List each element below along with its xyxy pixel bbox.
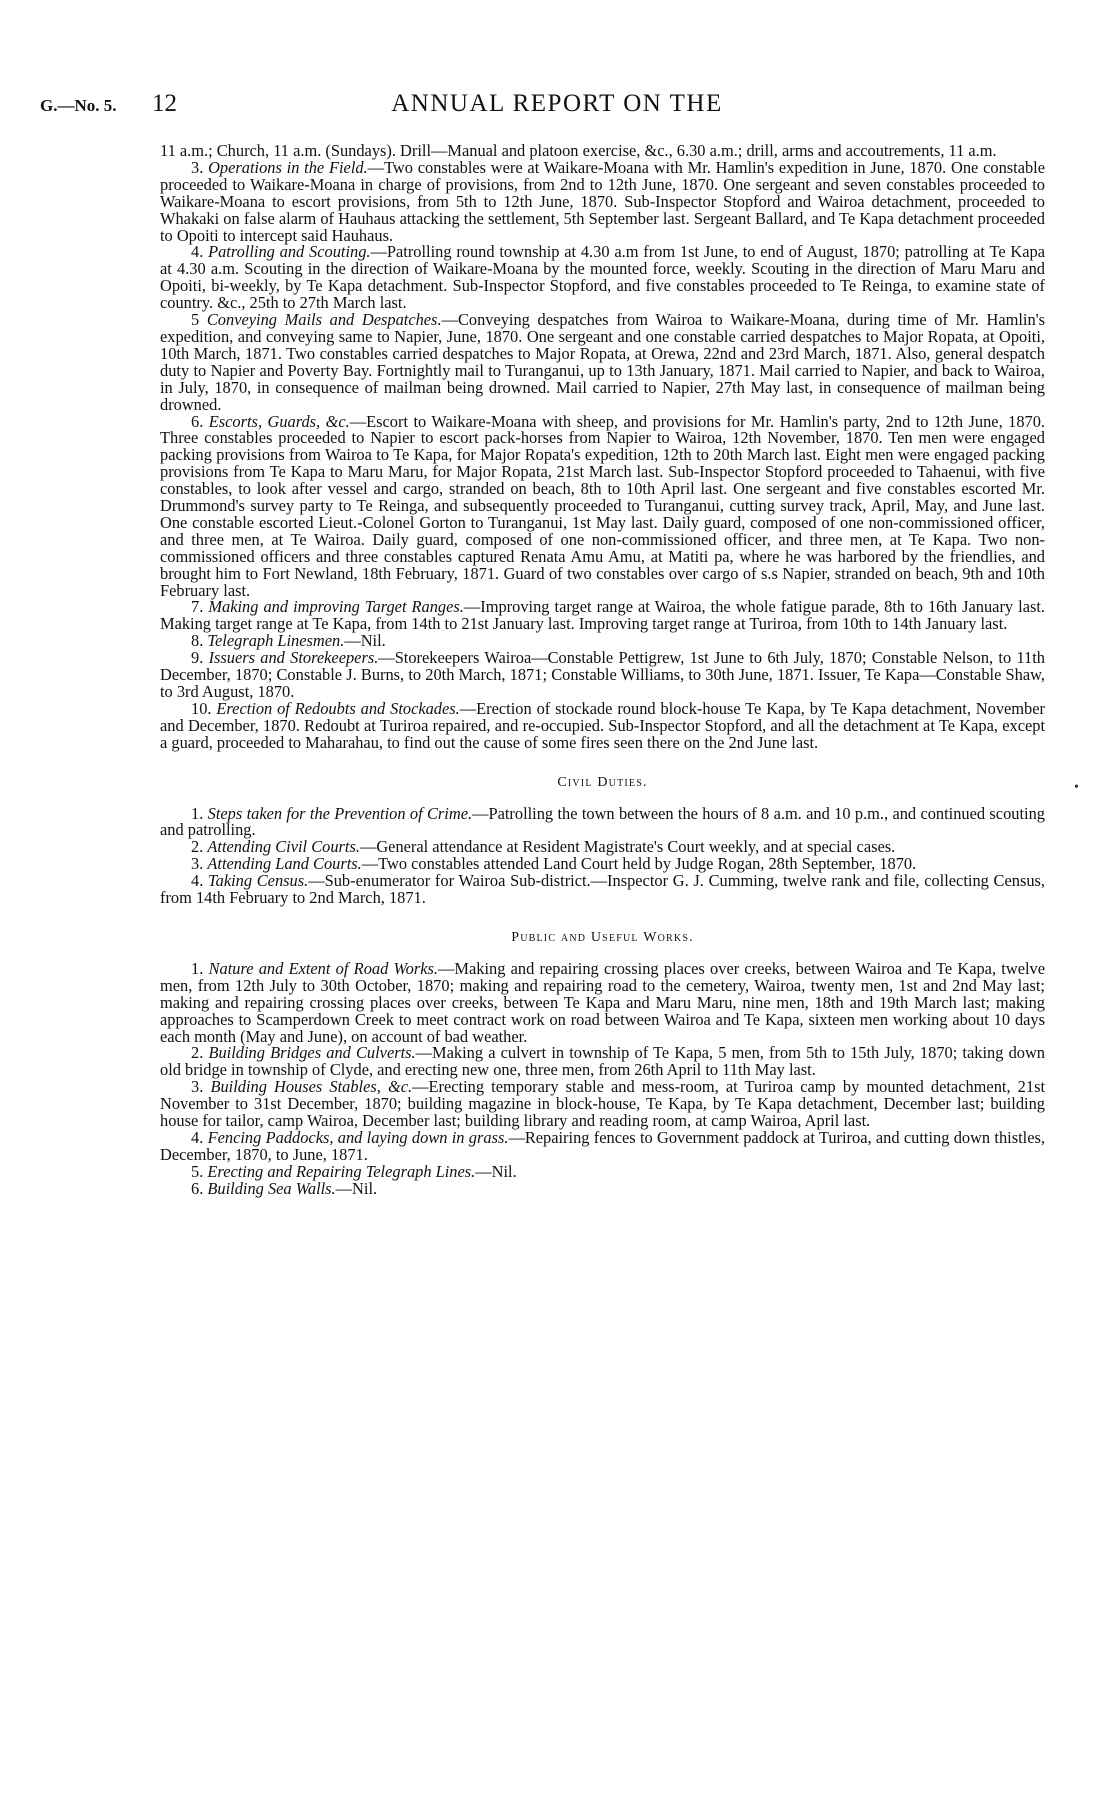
report-item bbox=[160, 1178, 1045, 1198]
item-title: Steps taken for the Prevention of Crime. bbox=[207, 803, 473, 823]
item-title: Patrolling and Scouting. bbox=[208, 242, 371, 262]
item-number: 6. bbox=[191, 411, 204, 431]
report-item bbox=[160, 958, 1045, 1046]
item-text: —Making a culvert in township of Te Kapa, 5 men, from 5th to 15th July, 1870; taking down old bridge in township of Clyde, and erecting new one, three men, from 26th April to 11th May last. bbox=[160, 1043, 1045, 1080]
item-number: 8. bbox=[191, 631, 204, 651]
item-number: 2. bbox=[191, 1043, 204, 1063]
item-title: Operations in the Field. bbox=[208, 157, 368, 177]
item-title: Taking Census. bbox=[208, 871, 309, 891]
item-number: 2. bbox=[191, 837, 204, 857]
item-title: Escorts, Guards, &c. bbox=[208, 411, 350, 431]
item-title: Erection of Redoubts and Stockades. bbox=[216, 698, 460, 718]
item-title: Attending Civil Courts. bbox=[207, 837, 360, 857]
item-number: 3. bbox=[191, 1077, 204, 1097]
report-item bbox=[160, 698, 1045, 752]
item-text: —Escort to Waikare-Moana with sheep, and provisions for Mr. Hamlin's party, 2nd to 12th June, 1870. Three constables proceeded to Napier to escort pack-horses from Napier to Wairoa, 12th November, 1870. Ten men were engaged packing provisions from Wairoa to Te Kapa, for Major Ropata's expedition, 12th to 20th March last. Eight men were engaged packing provisions from Te Kapa to Maru Maru, for Major Ropata, 21st March last. Sub-Inspector Stopford proceeded to Tahaenui, with five constables, to look after vessel and cargo, stranded on beach, 8th to 10th April last. One sergeant and five constables escorted Mr. Drummond's survey party to Te Reinga, and subsequently proceeded to Turanganui, cutting survey track, April, May, and June last. One constable escorted Lieut.-Colonel Gorton to Turanganui, 1st May last. Daily guard, composed of one non-commissioned officer, and three men, at Te Wairoa. Daily guard, composed of one non-commissioned officer, and three men, at Te Kapa. Two non-commissioned officers and three constables captured Renata Amu Amu, at Matiti pa, where he was harbored by the friendlies, and brought him to Fort Newland, 18th February, 1871. Guard of two constables over cargo of s.s Napier, stranded on beach, 9th and 10th February last. bbox=[160, 411, 1046, 600]
report-item bbox=[160, 1127, 1045, 1164]
item-number: 1. bbox=[191, 803, 204, 823]
document-reference: G.—No. 5. bbox=[40, 96, 117, 115]
item-title: Making and improving Target Ranges. bbox=[208, 597, 464, 617]
item-number: 6. bbox=[191, 1178, 204, 1198]
item-text: —General attendance at Resident Magistrate's Court weekly, and at special cases. bbox=[359, 837, 896, 857]
item-text: —Improving target range at Wairoa, the whole fatigue parade, 8th to 16th January last. Making target range at Te Kapa, from 14th to 21st January last. Improving target range at Turiroa, from 10th to 14th January last. bbox=[160, 597, 1045, 634]
military-duties-list bbox=[160, 157, 1046, 752]
item-number: 4. bbox=[191, 871, 204, 891]
item-text: —Patrolling round township at 4.30 a.m from 1st June, to end of August, 1870; patrolling at Te Kapa at 4.30 a.m. Scouting in the direction of Waikare-Moana by the mounted force, weekly. Scouting in the direction of Maru Maru and Opoiti, bi-weekly, by Te Kapa detachment. Sub-Inspector Stopford, and five constables proceeded to Te Reinga, to examine state of country. &c., 25th to 27th March last. bbox=[160, 242, 1045, 313]
item-text: —Nil. bbox=[475, 1161, 517, 1181]
item-title: Building Bridges and Culverts. bbox=[208, 1043, 416, 1063]
item-number: 5. bbox=[191, 1161, 204, 1181]
margin-mark: • bbox=[1074, 780, 1079, 795]
item-title: Telegraph Linesmen. bbox=[207, 631, 345, 651]
public-works-list bbox=[160, 958, 1045, 1198]
item-text: —Erecting temporary stable and mess-room, at Turiroa camp by mounted detachment, 21st November to 31st December, 1870; building magazine in block-house, Te Kapa, by Te Kapa detachment, December last; building house for tailor, camp Wairoa, December last; building library and reading room, at camp Wairoa, April last. bbox=[160, 1077, 1045, 1131]
civil-duties-list bbox=[160, 803, 1045, 908]
item-number: 4. bbox=[191, 1127, 204, 1147]
item-text: —Nil. bbox=[335, 1178, 378, 1198]
item-number: 7. bbox=[191, 597, 204, 617]
item-number: 4. bbox=[191, 242, 204, 262]
item-title: Attending Land Courts. bbox=[207, 854, 362, 874]
item-title: Fencing Paddocks, and laying down in grass. bbox=[207, 1127, 509, 1147]
report-body bbox=[160, 143, 1045, 1198]
report-item bbox=[160, 157, 1045, 245]
item-number: 3. bbox=[191, 854, 204, 874]
section-heading-civil-duties: Civil Duties. bbox=[557, 774, 648, 790]
item-title: Nature and Extent of Road Works. bbox=[208, 958, 439, 978]
report-item bbox=[160, 873, 1045, 907]
item-text: —Conveying despatches from Wairoa to Waikare-Moana, during time of Mr. Hamlin's expedition, and conveying same to Napier, June, 1870. One sergeant and one constable carried despatches to Major Ropata, at Opoiti, 10th March, 1871. Two constables carried despatches to Major Ropata, at Orewa, 22nd and 23rd March, 1871. Also, general despatch duty to Napier and Poverty Bay. Fortnightly mail to Turanganui, up to 13th January, 1871. Mail carried to Napier, and back to Wairoa, in July, 1870, in consequence of mailman being drowned. Mail carried to Napier, 27th May last, in consequence of mailman being drowned. bbox=[160, 310, 1045, 414]
report-item bbox=[160, 1045, 1045, 1079]
item-number: 1. bbox=[191, 958, 204, 978]
report-item bbox=[160, 803, 1045, 840]
item-text: —Patrolling the town between the hours of 8 a.m. and 10 p.m., and continued scouting and patrolling. bbox=[160, 803, 1045, 840]
item-title: Erecting and Repairing Telegraph Lines. bbox=[207, 1161, 476, 1181]
item-number: 5 bbox=[191, 310, 200, 330]
item-title: Conveying Mails and Despatches. bbox=[206, 310, 442, 330]
page-header bbox=[40, 88, 1074, 128]
item-title: Building Sea Walls. bbox=[207, 1178, 336, 1198]
item-text: —Making and repairing crossing places over creeks, between Wairoa and Te Kapa, twelve men, from 12th July to 30th October, 1870; making and repairing road to the cemetery, Wairoa, twenty men, 1st and 2nd May last; making and repairing crossing places over creeks, between Te Kapa and Maru Maru, nine men, 18th and 19th March last; making approaches to Scamperdown Creek to meet contract work on road between Wairoa and Te Kapa, sixteen men working about 10 days each month (May and June), on account of bad weather. bbox=[160, 958, 1045, 1046]
item-title: Issuers and Storekeepers. bbox=[208, 648, 379, 668]
page-number: 12 bbox=[152, 90, 177, 117]
item-number: 3. bbox=[191, 157, 204, 177]
item-title: Building Houses Stables, &c. bbox=[210, 1077, 413, 1097]
section-heading-public-works: Public and Useful Works. bbox=[511, 929, 694, 945]
item-text: —Storekeepers Wairoa—Constable Pettigrew, 1st June to 6th July, 1870; Constable Nelson, to 11th December, 1870; Constable J. Burns, to 20th March, 1871; Constable Williams, to 30th June, 1871. Issuer, Te Kapa—Constable Shaw, to 3rd August, 1870. bbox=[160, 648, 1045, 701]
item-text: —Erection of stockade round block-house Te Kapa, by Te Kapa detachment, November and December, 1870. Redoubt at Turiroa repaired, and re-occupied. Sub-Inspector Stopford, and all the detachment at Te Kapa, except a guard, proceeded to Maharahau, to find out the cause of some fires seen there on the 2nd June last. bbox=[160, 698, 1045, 752]
item-number: 9. bbox=[191, 648, 204, 668]
item-text: —Two constables were at Waikare-Moana with Mr. Hamlin's expedition in June, 1870. One constable proceeded to Waikare-Moana in charge of provisions, from 2nd to 12th June, 1870. One sergeant and seven constables proceeded to Waikare-Moana to escort provisions, from 5th to 12th June, 1870. Sub-Inspector Stopford and Wairoa detachment, proceeded to Whakaki on false alarm of Hauhaus attacking the settlement, 5th September last. Sergeant Ballard, and Te Kapa detachment proceeded to Opoiti to intercept said Hauhaus. bbox=[160, 157, 1045, 245]
report-item bbox=[160, 244, 1045, 312]
item-text: —Two constables attended Land Court held by Judge Rogan, 28th September, 1870. bbox=[361, 854, 917, 874]
report-item bbox=[160, 599, 1045, 633]
report-item bbox=[160, 650, 1045, 701]
item-text: —Nil. bbox=[344, 631, 386, 651]
item-text: —Repairing fences to Government paddock at Turiroa, and cutting down thistles, December, 1870, to June, 1871. bbox=[160, 1127, 1045, 1164]
page-title: ANNUAL REPORT ON THE bbox=[391, 90, 723, 117]
opening-paragraph: 11 a.m.; Church, 11 a.m. (Sundays). Drill—Manual and platoon exercise, &c., 6.30 a.m.; drill, arms and accoutrements, 11 a.m. bbox=[160, 141, 997, 160]
report-item bbox=[160, 312, 1045, 413]
report-item bbox=[160, 411, 1046, 600]
report-item bbox=[160, 1079, 1045, 1130]
item-number: 10. bbox=[191, 698, 212, 718]
item-text: —Sub-enumerator for Wairoa Sub-district.—Inspector G. J. Cumming, twelve rank and file, collecting Census, from 14th February to 2nd March, 1871. bbox=[160, 871, 1045, 908]
